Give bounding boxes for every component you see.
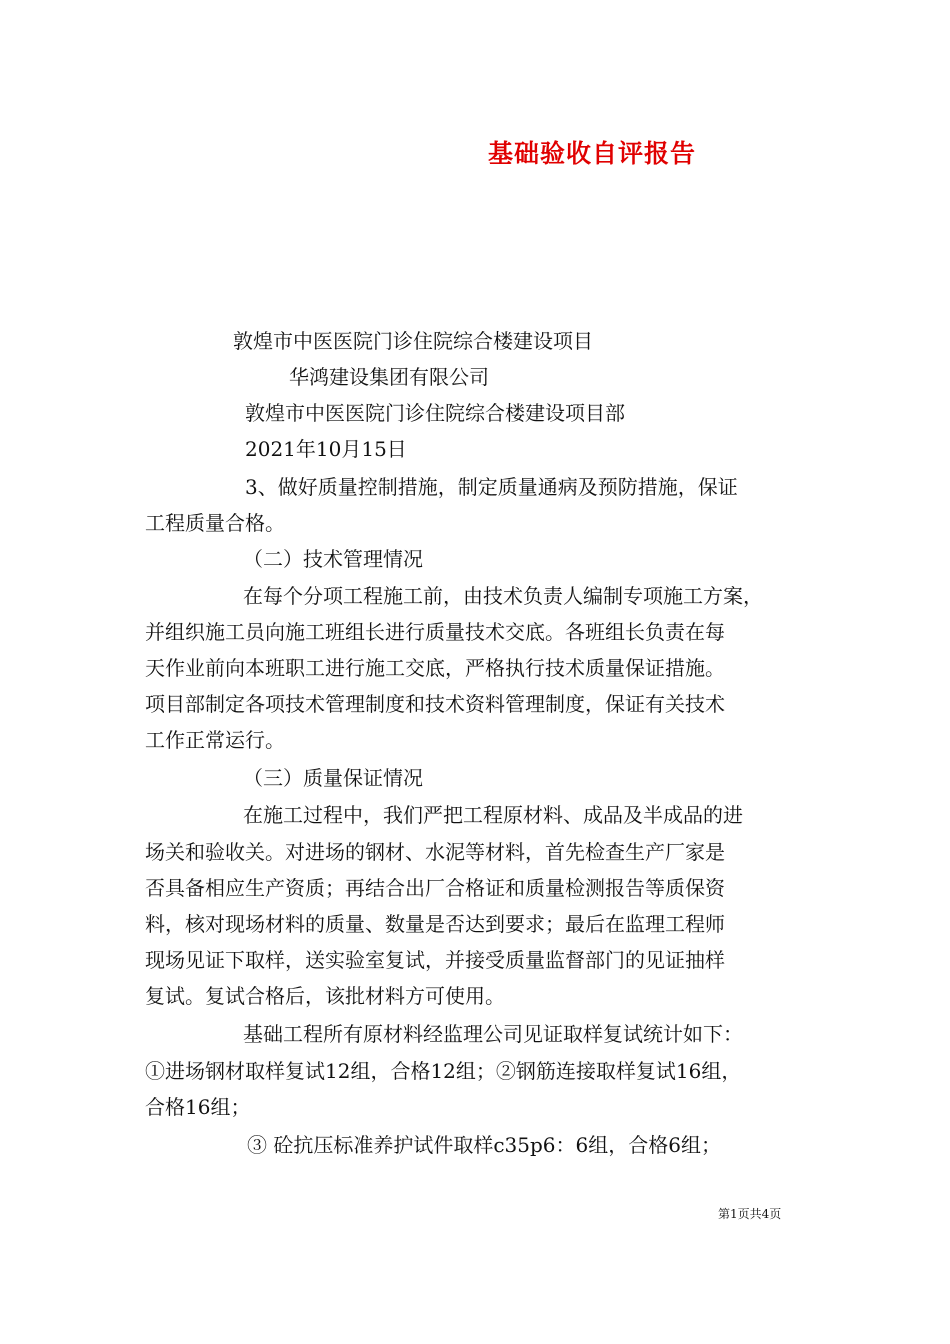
section-heading: （二）技术管理情况 <box>243 547 423 571</box>
body-line: ③ 砼抗压标准养护试件取样c35p6：6组，合格6组； <box>247 1133 721 1157</box>
body-line: 基础工程所有原材料经监理公司见证取样复试统计如下： <box>243 1022 743 1046</box>
body-line: 复试。复试合格后，该批材料方可使用。 <box>145 984 505 1008</box>
body-line: 现场见证下取样，送实验室复试，并接受质量监督部门的见证抽样 <box>145 948 725 972</box>
body-line: 工程质量合格。 <box>145 511 285 535</box>
body-line: ①进场钢材取样复试12组，合格12组；②钢筋连接取样复试16组， <box>145 1059 742 1083</box>
header-project: 敦煌市中医医院门诊住院综合楼建设项目 <box>233 329 593 353</box>
header-company: 华鸿建设集团有限公司 <box>289 365 489 389</box>
body-line: 并组织施工员向施工班组长进行质量技术交底。各班组长负责在每 <box>145 620 725 644</box>
body-line: 否具备相应生产资质；再结合出厂合格证和质量检测报告等质保资 <box>145 876 725 900</box>
body-line: 天作业前向本班职工进行施工交底，严格执行技术质量保证措施。 <box>145 656 725 680</box>
header-date: 2021年10月15日 <box>245 437 407 461</box>
body-line: 合格16组； <box>145 1095 251 1119</box>
header-department: 敦煌市中医医院门诊住院综合楼建设项目部 <box>245 401 625 425</box>
body-line: 在每个分项工程施工前，由技术负责人编制专项施工方案， <box>243 584 763 608</box>
document-title: 基础验收自评报告 <box>488 139 697 168</box>
body-line: 工作正常运行。 <box>145 728 285 752</box>
page-number: 第1页共4页 <box>718 1207 782 1221</box>
body-line: 料，核对现场材料的质量、数量是否达到要求；最后在监理工程师 <box>145 912 725 936</box>
body-line: 在施工过程中，我们严把工程原材料、成品及半成品的进 <box>243 803 743 827</box>
section-heading: （三）质量保证情况 <box>243 766 423 790</box>
body-line: 项目部制定各项技术管理制度和技术资料管理制度，保证有关技术 <box>145 692 725 716</box>
body-line: 场关和验收关。对进场的钢材、水泥等材料，首先检查生产厂家是 <box>145 840 725 864</box>
body-line: 3、做好质量控制措施，制定质量通病及预防措施，保证 <box>245 475 738 499</box>
